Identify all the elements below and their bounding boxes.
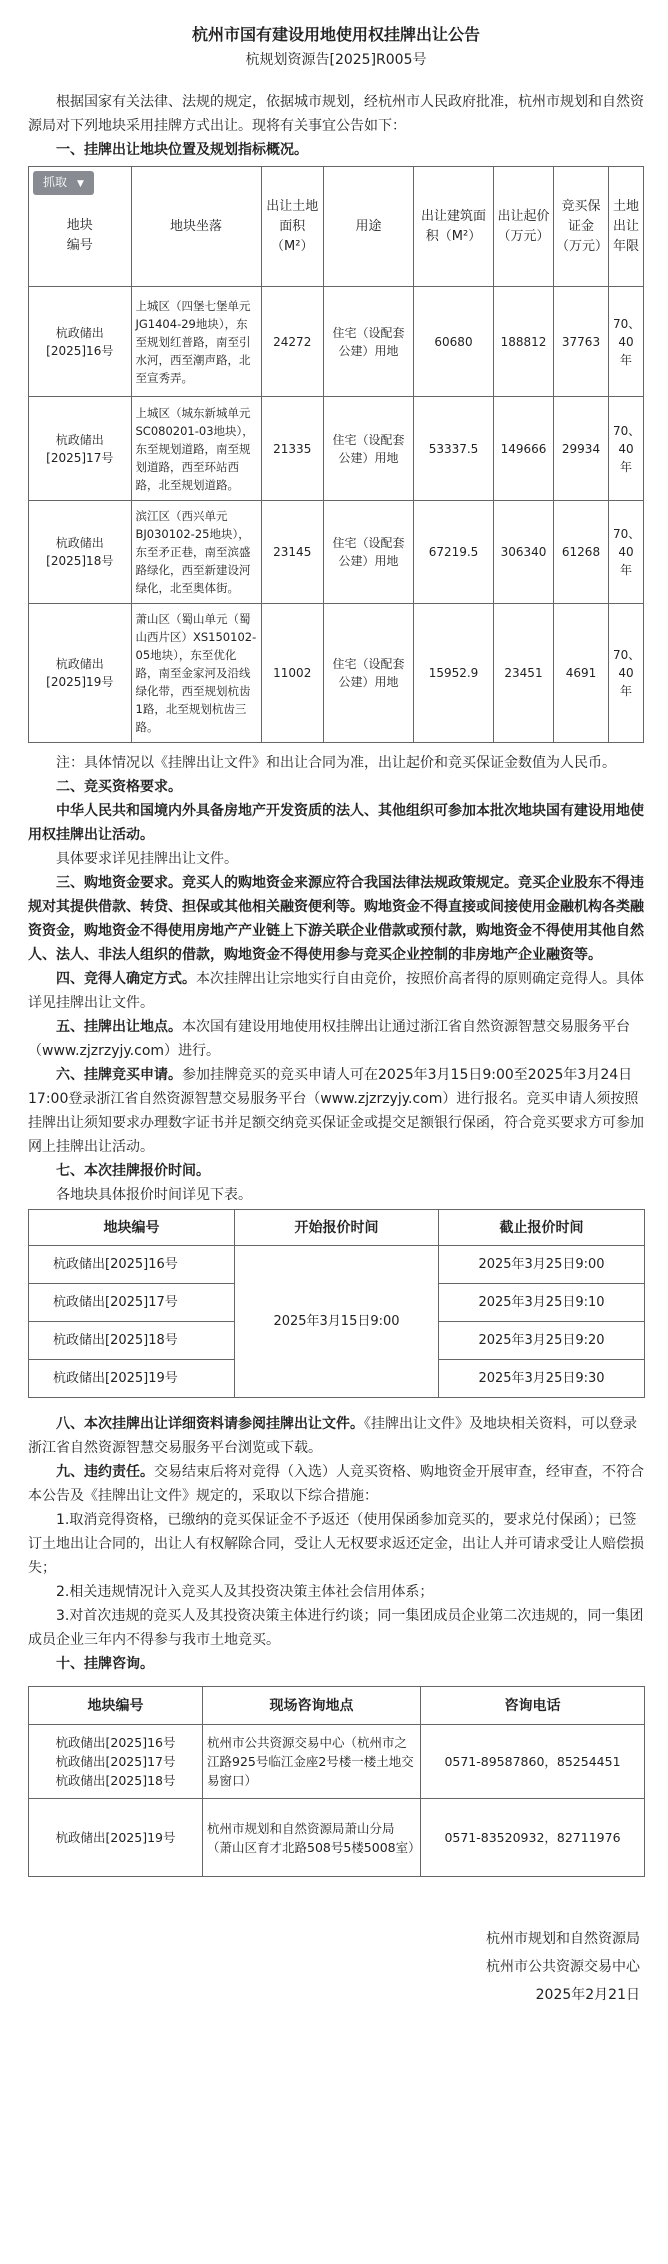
place-cell: 杭州市规划和自然资源局萧山分局（萧山区育才北路508号5楼5008室） [203,1799,421,1877]
header-phone: 咨询电话 [421,1687,645,1725]
section5-paragraph [28,1015,644,1063]
area-cell: 11002 [261,604,324,743]
section9-paragraph [28,1460,644,1508]
start-price-cell: 188812 [494,287,554,397]
section4-text: 本次挂牌出让宗地实行自由竞价，按照价高者得的原则确定竞得人。具体详见挂牌出让文件。 [28,971,644,1011]
header-build-area: 出让建筑面积（M²） [414,167,494,287]
start-price-cell: 306340 [494,501,554,604]
header-parcel-no: 地块编号 [29,1687,203,1725]
section9-text: 交易结束后将对竞得（入选）人竞买资格、购地资金开展审查，经审查，不符合本公告及《挂牌出让文件》规定的，采取以下综合措施： [28,1464,644,1504]
table-row [29,604,644,743]
deposit-cell: 4691 [554,604,609,743]
end-time-cell: 2025年3月25日9:00 [439,1246,645,1284]
end-time-cell: 2025年3月25日9:20 [439,1322,645,1360]
signature-org1: 杭州市规划和自然资源局 [486,1931,640,1947]
parcel-no-line: 杭政储出[2025]18号 [55,1773,176,1788]
header-parcel-no-label: 地块编号 [66,217,93,253]
parcel-no-cell: 杭政储出[2025]16号 [29,1246,235,1284]
section6-paragraph [28,1063,644,1159]
table-row [29,1799,645,1877]
header-years: 土地出让年限 [609,167,644,287]
header-deposit: 竞买保证金（万元） [554,167,609,287]
years-cell: 70、40年 [609,287,644,397]
start-time-cell: 2025年3月15日9:00 [235,1246,439,1398]
header-parcel-no: 地块编号 [29,1210,235,1246]
use-cell: 住宅（设配套公建）用地 [324,604,414,743]
section7-heading: 七、本次挂牌报价时间。 [56,1163,210,1179]
section8-heading: 八、本次挂牌出让详细资料请参阅挂牌出让文件。 [56,1416,364,1432]
area-cell: 24272 [261,287,324,397]
years-cell: 70、40年 [609,604,644,743]
location-cell: 滨江区（西兴单元BJ030102-25地块），东至矛正巷，南至滨盛路绿化，西至新建设河绿化，北至奥体街。 [131,501,261,604]
header-parcel-no [29,167,132,287]
signature-block [28,1925,644,2009]
notice-document [28,22,644,2009]
parcel-no-cell: 杭政储出[2025]19号 [29,604,132,743]
use-cell: 住宅（设配套公建）用地 [324,397,414,501]
section1-heading: 一、挂牌出让地块位置及规划指标概况。 [56,142,308,158]
parcel-no-cell: 杭政储出[2025]18号 [29,501,132,604]
build-area-cell: 53337.5 [414,397,494,501]
section9-heading: 九、违约责任。 [56,1464,154,1480]
intro-paragraph: 根据国家有关法律、法规的规定，依据城市规划，经杭州市人民政府批准，杭州市规划和自然资源局对下列地块采用挂牌方式出让。现将有关事宜公告如下： [28,94,644,134]
end-time-cell: 2025年3月25日9:10 [439,1284,645,1322]
section6-text: 参加挂牌竞买的竞买申请人可在2025年3月15日9:00至2025年3月24日17:00登录浙江省自然资源智慧交易服务平台（www.zjzrzyjy.com）进行报名。竞买申请人须按照挂牌出让须知要求办理数字证书并足额交纳竞买保证金或提交足额银行保函，符合竞买要求方可参加网上挂牌出让活动。 [28,1067,644,1155]
consultation-table [28,1686,645,1877]
build-area-cell: 67219.5 [414,501,494,604]
parcel-info-table [28,166,644,743]
use-cell: 住宅（设配套公建）用地 [324,501,414,604]
phone-cell: 0571-89587860，85254451 [421,1725,645,1799]
deposit-cell: 37763 [554,287,609,397]
years-cell: 70、40年 [609,501,644,604]
deposit-cell: 61268 [554,501,609,604]
parcel-no-line: 杭政储出[2025]19号 [55,1830,176,1845]
section6-heading: 六、挂牌竞买申请。 [56,1067,182,1083]
page-title: 杭州市国有建设用地使用权挂牌出让公告 [191,25,480,44]
parcel-no-cell: 杭政储出[2025]18号 [29,1322,235,1360]
section3-heading: 三、购地资金要求。 [56,875,182,891]
section4-paragraph [28,967,644,1015]
location-cell: 上城区（四堡七堡单元JG1404-29地块），东至规划红普路，南至引水河，西至潮声路，北至宣秀弄。 [131,287,261,397]
section10-heading: 十、挂牌咨询。 [56,1656,154,1672]
section9-item: 3.对首次违规的竞买人及其投资决策主体进行约谈；同一集团成员企业第二次违规的，同一集团成员企业三年内不得参与我市土地竞买。 [28,1608,644,1648]
section9-item: 1.取消竞得资格，已缴纳的竞买保证金不予返还（使用保函参加竞买的，要求兑付保函）；已签订土地出让合同的，出让人有权解除合同，受让人无权要求返还定金，出让人并可请求受让人赔偿损失； [28,1512,644,1576]
section5-text: 本次国有建设用地使用权挂牌出让通过浙江省自然资源智慧交易服务平台（www.zjzrzyjy.com）进行。 [28,1019,630,1059]
years-cell: 70、40年 [609,397,644,501]
section2-detail: 具体要求详见挂牌出让文件。 [56,851,238,867]
signature-date: 2025年2月21日 [535,1987,640,2003]
use-cell: 住宅（设配套公建）用地 [324,287,414,397]
parcel-no-cell: 杭政储出[2025]17号 [29,397,132,501]
table-row [29,287,644,397]
header-area: 出让土地面积（M²） [261,167,324,287]
header-start-price: 出让起价（万元） [494,167,554,287]
phone-cell: 0571-83520932，82711976 [421,1799,645,1877]
start-price-cell: 149666 [494,397,554,501]
section7-text: 各地块具体报价时间详见下表。 [56,1187,252,1203]
signature-org2: 杭州市公共资源交易中心 [486,1959,640,1975]
bidding-time-table [28,1209,645,1398]
parcel-no-cell [29,1725,203,1799]
build-area-cell: 60680 [414,287,494,397]
header-place: 现场咨询地点 [203,1687,421,1725]
parcel-no-cell: 杭政储出[2025]19号 [29,1360,235,1398]
table-row [29,397,644,501]
end-time-cell: 2025年3月25日9:30 [439,1360,645,1398]
parcel-no-cell: 杭政储出[2025]17号 [29,1284,235,1322]
section3-text: 竞买人的购地资金来源应符合我国法律法规政策规定。竞买企业股东不得违规对其提供借款、转贷、担保或其他相关融资便利等。购地资金不得直接或间接使用金融机构各类融资资金，购地资金不得使用房地产产业链上下游关联企业借款或预付款，购地资金不得使用其他自然人、法人、非法人组织的借款，购地资金不得使用参与竞买企业控制的非房地产企业融资等。 [28,875,644,963]
chevron-down-icon: ▼ [77,179,84,189]
location-cell: 萧山区（蜀山单元（蜀山西片区）XS150102-05地块），东至优化路，南至金家河及沿线绿化带，西至规划杭齿1路，北至规划杭齿三路。 [131,604,261,743]
start-price-cell: 23451 [494,604,554,743]
table1-note: 注：具体情况以《挂牌出让文件》和出让合同为准，出让起价和竞买保证金数值为人民币。 [56,755,616,771]
grab-button[interactable] [33,171,94,195]
area-cell: 23145 [261,501,324,604]
section8-text: 《挂牌出让文件》及地块相关资料，可以登录浙江省自然资源智慧交易服务平台浏览或下载。 [28,1416,637,1456]
section5-heading: 五、挂牌出让地点。 [56,1019,182,1035]
deposit-cell: 29934 [554,397,609,501]
table-row [29,1725,645,1799]
section8-paragraph [28,1412,644,1460]
header-start-time: 开始报价时间 [235,1210,439,1246]
document-number: 杭规划资源告[2025]R005号 [245,52,427,68]
section2-heading: 二、竞买资格要求。 [56,779,182,795]
area-cell: 21335 [261,397,324,501]
parcel-no-line: 杭政储出[2025]16号 [55,1735,176,1750]
header-end-time: 截止报价时间 [439,1210,645,1246]
header-use: 用途 [324,167,414,287]
section2-qualification: 中华人民共和国境内外具备房地产开发资质的法人、其他组织可参加本批次地块国有建设用地使用权挂牌出让活动。 [28,803,644,843]
section4-heading: 四、竞得人确定方式。 [56,971,196,987]
header-location: 地块坐落 [131,167,261,287]
table-row [29,1246,645,1284]
parcel-no-line: 杭政储出[2025]17号 [55,1754,176,1769]
parcel-no-cell: 杭政储出[2025]16号 [29,287,132,397]
parcel-no-cell [29,1799,203,1877]
place-cell: 杭州市公共资源交易中心（杭州市之江路925号临江金座2号楼一楼土地交易窗口） [203,1725,421,1799]
grab-button-label: 抓取 [43,175,68,189]
table-row [29,501,644,604]
build-area-cell: 15952.9 [414,604,494,743]
location-cell: 上城区（城东新城单元SC080201-03地块），东至规划道路，南至规划道路，西至环站西路，北至规划道路。 [131,397,261,501]
section3-paragraph [28,871,644,967]
section9-item: 2.相关违规情况计入竞买人及其投资决策主体社会信用体系； [56,1584,434,1600]
